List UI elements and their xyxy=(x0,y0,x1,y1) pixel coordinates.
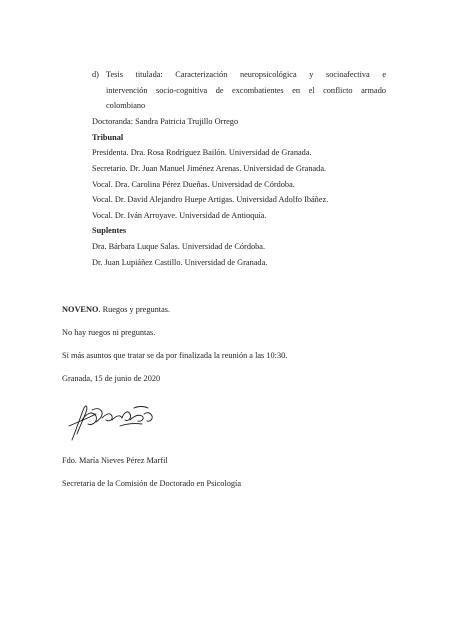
suplente-member: Dr. Juan Lupiáñez Castillo. Universidad de Granada. xyxy=(92,258,268,267)
handwritten-signature xyxy=(62,400,162,444)
closing-statement: Si más asuntos que tratar se da por finalizada la reunión a las 10:30. xyxy=(62,351,288,360)
tribunal-member: Vocal. Dr. David Alejandro Huepe Artigas. Universidad Adolfo Ibáñez. xyxy=(92,195,329,204)
tribunal-member: Secretario. Dr. Juan Manuel Jiménez Arenas. Universidad de Granada. xyxy=(92,164,327,173)
signer-role: Secretaria de la Comisión de Doctorado en Psicología xyxy=(62,479,242,488)
place-date: Granada, 15 de junio de 2020 xyxy=(62,374,161,383)
signer-name: Fdo. María Nieves Pérez Marfil xyxy=(62,456,168,465)
doctoranda: Doctoranda: Sandra Patricia Trujillo Orrego xyxy=(92,117,239,126)
tribunal-member: Vocal. Dr. Iván Arroyave. Universidad de Antioquía. xyxy=(92,211,267,220)
tribunal-member: Vocal. Dra. Carolina Pérez Dueñas. Universidad de Córdoba. xyxy=(92,180,295,189)
thesis-title-line-3: colombiano xyxy=(106,101,146,110)
suplentes-heading: Suplentes xyxy=(92,226,127,235)
thesis-title-line-2: intervención socio-cognitiva de excombatientes en el conflicto armado xyxy=(106,86,386,95)
thesis-title-line-1: Tesis titulada: Caracterización neuropsicológica y socioafectiva e xyxy=(106,70,386,79)
tribunal-heading: Tribunal xyxy=(92,133,124,142)
list-marker: d) xyxy=(92,70,99,79)
noveno-text: . Ruegos y preguntas. xyxy=(98,305,171,314)
noveno-paragraph xyxy=(62,305,170,315)
no-ruegos: No hay ruegos ni preguntas. xyxy=(62,328,156,337)
tribunal-member: Presidenta. Dra. Rosa Rodríguez Bailón. Universidad de Granada. xyxy=(92,148,312,157)
noveno-label: NOVENO xyxy=(62,305,99,314)
suplente-member: Dra. Bárbara Luque Salas. Universidad de Córdoba. xyxy=(92,242,266,251)
